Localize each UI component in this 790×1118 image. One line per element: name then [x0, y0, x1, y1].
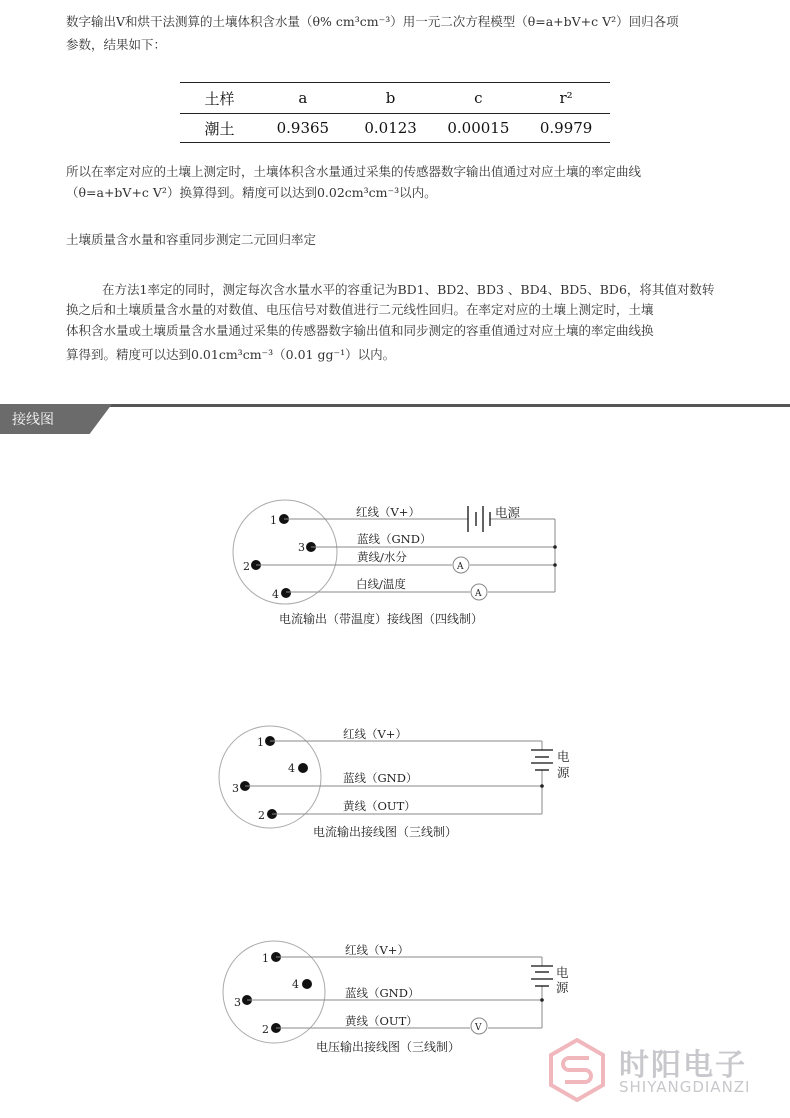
diagram-caption: 电压输出接线图（三线制） — [316, 1040, 461, 1054]
pin-dot — [302, 979, 312, 989]
pin-label: 1 — [270, 514, 277, 527]
table-cell: 0.00015 — [447, 119, 510, 137]
power-label: 源 — [557, 765, 570, 780]
battery-icon — [531, 750, 553, 770]
wire-label: 红线（V+） — [343, 727, 407, 741]
pin-label: 4 — [288, 762, 295, 775]
intro-line-2: 参数，结果如下： — [66, 37, 167, 52]
wire-label: 红线（V+） — [356, 505, 420, 519]
power-label: 电 — [556, 965, 569, 980]
table-header-cell: r² — [559, 89, 573, 107]
pin-dot — [298, 763, 308, 773]
pin-label: 3 — [298, 541, 305, 554]
meter-label: A — [457, 562, 464, 572]
table-row — [180, 114, 610, 142]
wire-label: 红线（V+） — [345, 943, 409, 957]
section-banner — [0, 404, 790, 434]
para2-line-1: 所以在率定对应的土壤上测定时，土壤体积含水量通过采集的传感器数字输出值通过对应土壤的率定曲线 — [66, 164, 642, 179]
wire-label: 蓝线（GND） — [345, 986, 420, 1000]
power-label: 电源 — [495, 505, 521, 520]
para3-line-3: 体积含水量或土壤质量含水量通过采集的传感器数字输出值和同步测定的容重值通过对应土壤的率定曲线换 — [66, 323, 654, 338]
pin-label: 1 — [257, 736, 264, 749]
meter-label: A — [475, 589, 482, 599]
pin-label: 4 — [272, 588, 279, 601]
pin-label: 4 — [292, 978, 299, 991]
wiring-diagram-current-4wire — [0, 480, 790, 640]
wire-label: 黄线（OUT） — [345, 1014, 418, 1028]
junction-dot — [553, 545, 557, 549]
battery-icon — [531, 966, 553, 986]
table-cell: 0.9979 — [539, 119, 593, 137]
wire-label: 蓝线（GND） — [357, 532, 432, 546]
para3-line-2: 换之后和土壤质量含水量的对数值、电压信号对数值进行二元线性回归。在率定对应的土壤上测定时，土壤 — [66, 302, 654, 317]
wire-label: 黄线（OUT） — [343, 799, 416, 813]
table-header-cell: b — [385, 89, 396, 107]
power-label: 电 — [557, 749, 570, 764]
logo-name-cn: 时阳电子 — [619, 1048, 747, 1083]
regression-table — [180, 82, 610, 143]
junction-dot — [540, 998, 544, 1002]
battery-icon — [468, 506, 490, 532]
banner-title: 接线图 — [12, 412, 54, 428]
table-cell: 0.0123 — [364, 119, 417, 137]
para3-line-4: 算得到。精度可以达到0.01cm³cm⁻³（0.01 gg⁻¹）以内。 — [66, 347, 396, 362]
para3-line-1: 在方法1率定的同时，测定每次含水量水平的容重记为BD1、BD2、BD3 、BD4、BD5、BD6，将其值对数转 — [102, 282, 715, 297]
junction-dot — [540, 784, 544, 788]
pin-label: 3 — [234, 996, 241, 1009]
logo-mark-icon — [545, 1038, 609, 1102]
wiring-diagram-current-3wire — [0, 718, 790, 848]
logo-name-en: SHIYANGDIANZI — [619, 1078, 751, 1096]
table-header-row — [180, 83, 610, 114]
pin-dot — [281, 588, 291, 598]
diagram-caption: 电流输出（带温度）接线图（四线制） — [279, 612, 484, 626]
pin-label: 3 — [232, 782, 239, 795]
junction-dot — [553, 563, 557, 567]
meter-label: V — [475, 1023, 482, 1033]
table-cell: 潮土 — [204, 119, 235, 138]
wire-label: 黄线/水分 — [357, 550, 407, 564]
table-header-cell: c — [474, 89, 483, 107]
pin-label: 2 — [243, 560, 250, 573]
company-logo — [545, 1038, 775, 1102]
table-header-cell: 土样 — [204, 89, 235, 108]
pin-label: 2 — [262, 1023, 269, 1036]
table-header-cell: a — [298, 89, 308, 107]
pin-label: 1 — [262, 952, 269, 965]
intro-line-1: 数字输出V和烘干法测算的土壤体积含水量（θ% cm³cm⁻³）用一元二次方程模型（θ=a+bV+c V²）回归各项 — [66, 14, 679, 29]
power-label: 源 — [556, 980, 569, 995]
wire-label: 蓝线（GND） — [343, 771, 418, 785]
wire-label: 白线/温度 — [356, 577, 406, 591]
section-heading: 土壤质量含水量和容重同步测定二元回归率定 — [66, 232, 317, 247]
diagram-caption: 电流输出接线图（三线制） — [313, 825, 458, 839]
pin-label: 2 — [258, 809, 265, 822]
banner-rule — [0, 404, 790, 407]
table-cell: 0.9365 — [276, 119, 330, 137]
para2-line-2: （θ=a+bV+c V²）换算得到。精度可以达到0.02cm³cm⁻³以内。 — [66, 185, 437, 200]
